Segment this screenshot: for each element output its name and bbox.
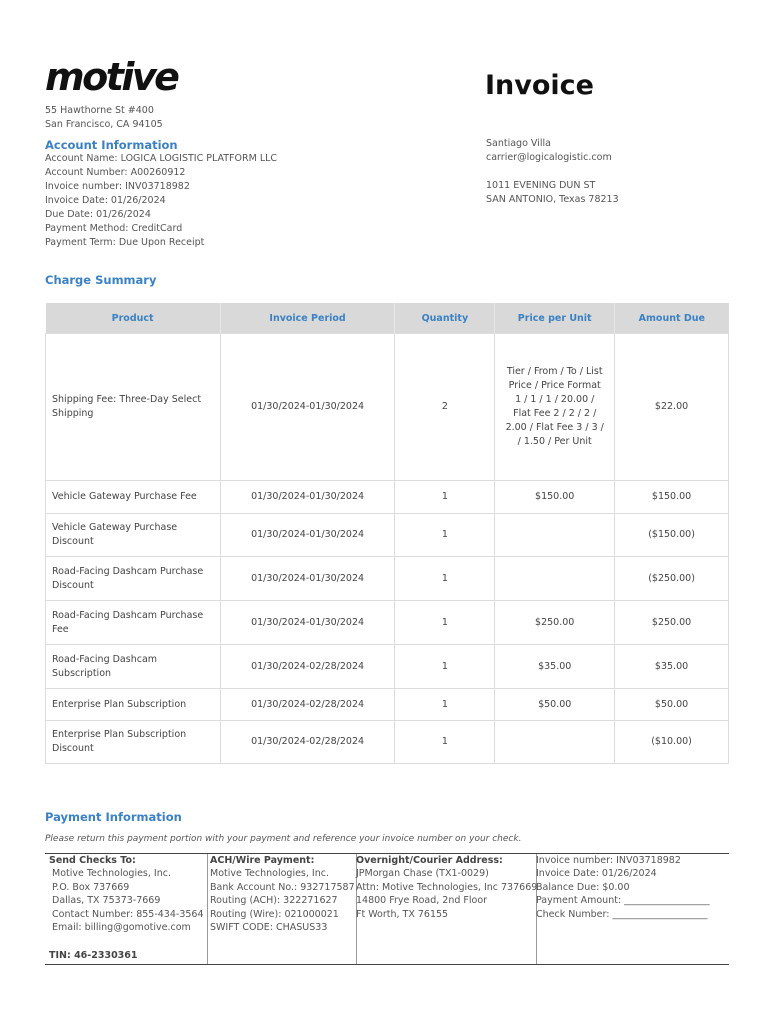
charge-summary-heading: Charge Summary — [45, 273, 157, 287]
column-header-price-per-unit: Price per Unit — [495, 303, 615, 334]
invoice-title: Invoice — [485, 70, 594, 101]
courier-address-column — [349, 854, 537, 964]
price-cell: $150.00 — [495, 481, 615, 514]
product-cell: Enterprise Plan Subscription — [46, 689, 221, 721]
table-row — [46, 601, 729, 645]
price-cell: $50.00 — [495, 689, 615, 721]
price-cell: $250.00 — [495, 601, 615, 645]
product-cell: Road-Facing Dashcam Subscription — [46, 645, 221, 689]
column-header-product: Product — [46, 303, 221, 334]
company-address — [45, 104, 163, 132]
amount-cell: ($150.00) — [615, 514, 729, 557]
checks-line: Contact Number: 855-434-3564 — [52, 908, 204, 920]
column-header-invoice-period: Invoice Period — [220, 303, 395, 334]
charge-summary-table — [45, 303, 729, 764]
table-row — [46, 645, 729, 689]
price-cell — [495, 721, 615, 764]
address-line: San Francisco, CA 94105 — [45, 119, 163, 130]
payment-note: Please return this payment portion with your payment and reference your invoice number on your check. — [45, 834, 522, 844]
address-line: 55 Hawthorne St #400 — [45, 105, 154, 116]
period-cell: 01/30/2024-01/30/2024 — [220, 557, 395, 601]
ach-line: Routing (Wire): 021000021 — [210, 908, 339, 920]
amount-cell: $50.00 — [615, 689, 729, 721]
product-cell: Road-Facing Dashcam Purchase Discount — [46, 557, 221, 601]
ach-wire-column — [203, 854, 357, 964]
quantity-cell: 1 — [395, 557, 495, 601]
quantity-cell: 2 — [395, 334, 495, 481]
courier-line: JPMorgan Chase (TX1-0029) — [356, 868, 489, 880]
quantity-cell: 1 — [395, 514, 495, 557]
amount-cell: ($250.00) — [615, 557, 729, 601]
summary-balance-due: Balance Due: $0.00 — [536, 881, 630, 893]
customer-address — [486, 179, 619, 207]
table-row — [46, 334, 729, 481]
customer-street: 1011 EVENING DUN ST — [486, 180, 596, 191]
customer-name: Santiago Villa — [486, 138, 551, 149]
amount-cell: $22.00 — [615, 334, 729, 481]
checks-email: Email: billing@gomotive.com — [52, 922, 191, 934]
period-cell: 01/30/2024-01/30/2024 — [220, 481, 395, 514]
payment-method: Payment Method: CreditCard — [45, 223, 183, 234]
quantity-cell: 1 — [395, 645, 495, 689]
due-date: Due Date: 01/26/2024 — [45, 209, 151, 220]
product-cell: Vehicle Gateway Purchase Fee — [46, 481, 221, 514]
table-header-row — [46, 303, 729, 334]
payment-remittance-box — [45, 853, 729, 965]
courier-title: Overnight/Courier Address: — [356, 855, 503, 866]
amount-cell: $150.00 — [615, 481, 729, 514]
amount-cell: $250.00 — [615, 601, 729, 645]
ach-line: Motive Technologies, Inc. — [210, 868, 329, 880]
table-row — [46, 514, 729, 557]
period-cell: 01/30/2024-02/28/2024 — [220, 645, 395, 689]
courier-line: Attn: Motive Technologies, Inc 737669 — [356, 881, 538, 893]
account-information — [45, 152, 277, 250]
column-header-amount-due: Amount Due — [615, 303, 729, 334]
price-cell: $35.00 — [495, 645, 615, 689]
invoice-number: Invoice number: INV03718982 — [45, 181, 190, 192]
invoice-date: Invoice Date: 01/26/2024 — [45, 195, 166, 206]
summary-invoice-date: Invoice Date: 01/26/2024 — [536, 868, 657, 880]
checks-line: P.O. Box 737669 — [52, 881, 130, 893]
price-cell — [495, 514, 615, 557]
ach-line: SWIFT CODE: CHASUS33 — [210, 922, 328, 934]
customer-city: SAN ANTONIO, Texas 78213 — [486, 194, 619, 205]
price-cell: Tier / From / To / List Price / Price Format 1 / 1 / 1 / 20.00 / Flat Fee 2 / 2 / 2 / 2.00 / Flat Fee 3 / 3 / / 1.50 / Per Unit — [495, 334, 615, 481]
send-checks-title: Send Checks To: — [49, 855, 136, 866]
account-information-heading: Account Information — [45, 138, 178, 152]
period-cell: 01/30/2024-01/30/2024 — [220, 601, 395, 645]
product-cell: Enterprise Plan Subscription Discount — [46, 721, 221, 764]
courier-line: 14800 Frye Road, 2nd Floor — [356, 895, 488, 907]
tin-number: TIN: 46-2330361 — [49, 949, 138, 961]
quantity-cell: 1 — [395, 601, 495, 645]
table-row — [46, 721, 729, 764]
period-cell: 01/30/2024-01/30/2024 — [220, 334, 395, 481]
check-number-field: Check Number: ____________________ — [536, 908, 708, 920]
product-cell: Vehicle Gateway Purchase Discount — [46, 514, 221, 557]
period-cell: 01/30/2024-02/28/2024 — [220, 689, 395, 721]
payment-information-heading: Payment Information — [45, 810, 182, 824]
price-cell — [495, 557, 615, 601]
send-checks-column — [45, 854, 208, 964]
quantity-cell: 1 — [395, 721, 495, 764]
amount-cell: ($10.00) — [615, 721, 729, 764]
table-row — [46, 481, 729, 514]
ach-wire-title: ACH/Wire Payment: — [210, 855, 315, 866]
quantity-cell: 1 — [395, 481, 495, 514]
period-cell: 01/30/2024-02/28/2024 — [220, 721, 395, 764]
amount-cell: $35.00 — [615, 645, 729, 689]
product-cell: Road-Facing Dashcam Purchase Fee — [46, 601, 221, 645]
quantity-cell: 1 — [395, 689, 495, 721]
account-name: Account Name: LOGICA LOGISTIC PLATFORM LLC — [45, 153, 278, 164]
courier-line: Ft Worth, TX 76155 — [356, 908, 449, 920]
product-cell: Shipping Fee: Three-Day Select Shipping — [46, 334, 221, 481]
period-cell: 01/30/2024-01/30/2024 — [220, 514, 395, 557]
ach-line: Bank Account No.: 932717587 — [210, 881, 355, 893]
checks-line: Dallas, TX 75373-7669 — [52, 895, 161, 907]
account-number: Account Number: A00260912 — [45, 167, 186, 178]
summary-invoice-number: Invoice number: INV03718982 — [536, 855, 681, 866]
ach-line: Routing (ACH): 322271627 — [210, 895, 338, 907]
invoice-summary-column — [530, 854, 731, 964]
checks-line: Motive Technologies, Inc. — [52, 868, 171, 880]
column-header-quantity: Quantity — [395, 303, 495, 334]
motive-logo: motive — [45, 55, 178, 99]
payment-amount-field: Payment Amount: __________________ — [536, 895, 710, 907]
customer-contact — [486, 137, 612, 165]
table-row — [46, 557, 729, 601]
customer-email[interactable]: carrier@logicalogistic.com — [486, 152, 612, 163]
payment-term: Payment Term: Due Upon Receipt — [45, 237, 205, 248]
table-row — [46, 689, 729, 721]
